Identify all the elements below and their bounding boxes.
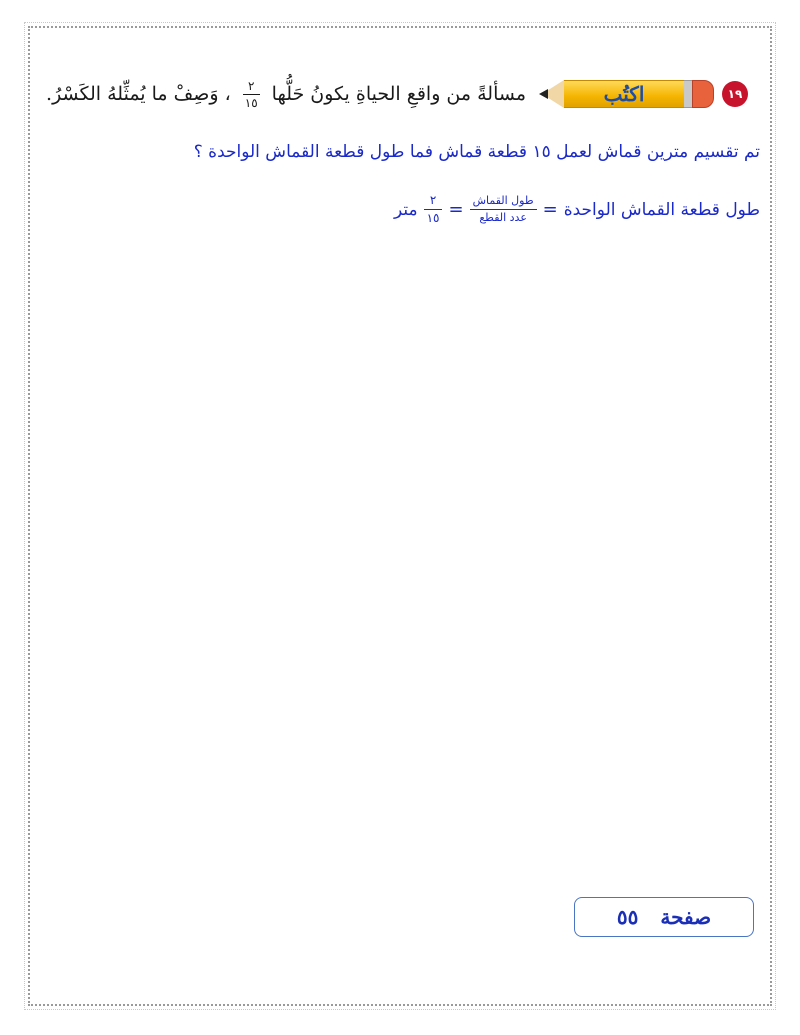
words-fraction [470,195,537,224]
page-border [28,26,772,1006]
problem-number-badge: ١٩ [722,81,748,107]
page-label: صفحة [660,905,712,929]
pencil-label: اكتُب [564,80,684,108]
equals-sign: = [542,199,558,221]
fraction-bar [243,94,260,95]
problem-fraction [243,80,260,109]
problem-text-before: مسألةً من واقعِ الحياةِ يكونُ حَلُّها [271,83,526,105]
result-fraction-numerator: ٢ [429,193,437,207]
pencil-eraser [692,80,714,108]
problem-text-after: ، وَصِفْ ما يُمثِّلهُ الكَسْرُ. [46,83,231,105]
problem-fraction-denominator: ١٥ [244,95,258,110]
page-number: ٥٥ [616,905,639,929]
words-fraction-denominator: عدد القطع [479,211,527,225]
result-fraction [424,194,443,225]
pencil-icon [534,77,714,111]
answer-question-line: تم تقسيم مترين قماش لعمل ١٥ قطعة قماش فما طول قطعة القماش الواحدة ؟ [193,142,760,162]
problem-header [48,70,748,118]
equation-lhs: طول قطعة القماش الواحدة [563,199,760,220]
unit-label: متر [393,199,418,220]
fraction-bar [470,209,537,210]
fraction-bar [424,209,443,210]
answer-equation-line [40,194,760,225]
problem-fraction-numerator: ٢ [248,78,255,93]
words-fraction-numerator: طول القماش [472,194,534,208]
pencil-lead [539,89,548,99]
pencil-band [684,80,692,108]
equals-sign: = [448,199,464,221]
page-number-box [574,897,754,937]
result-fraction-denominator: ١٥ [426,211,440,226]
